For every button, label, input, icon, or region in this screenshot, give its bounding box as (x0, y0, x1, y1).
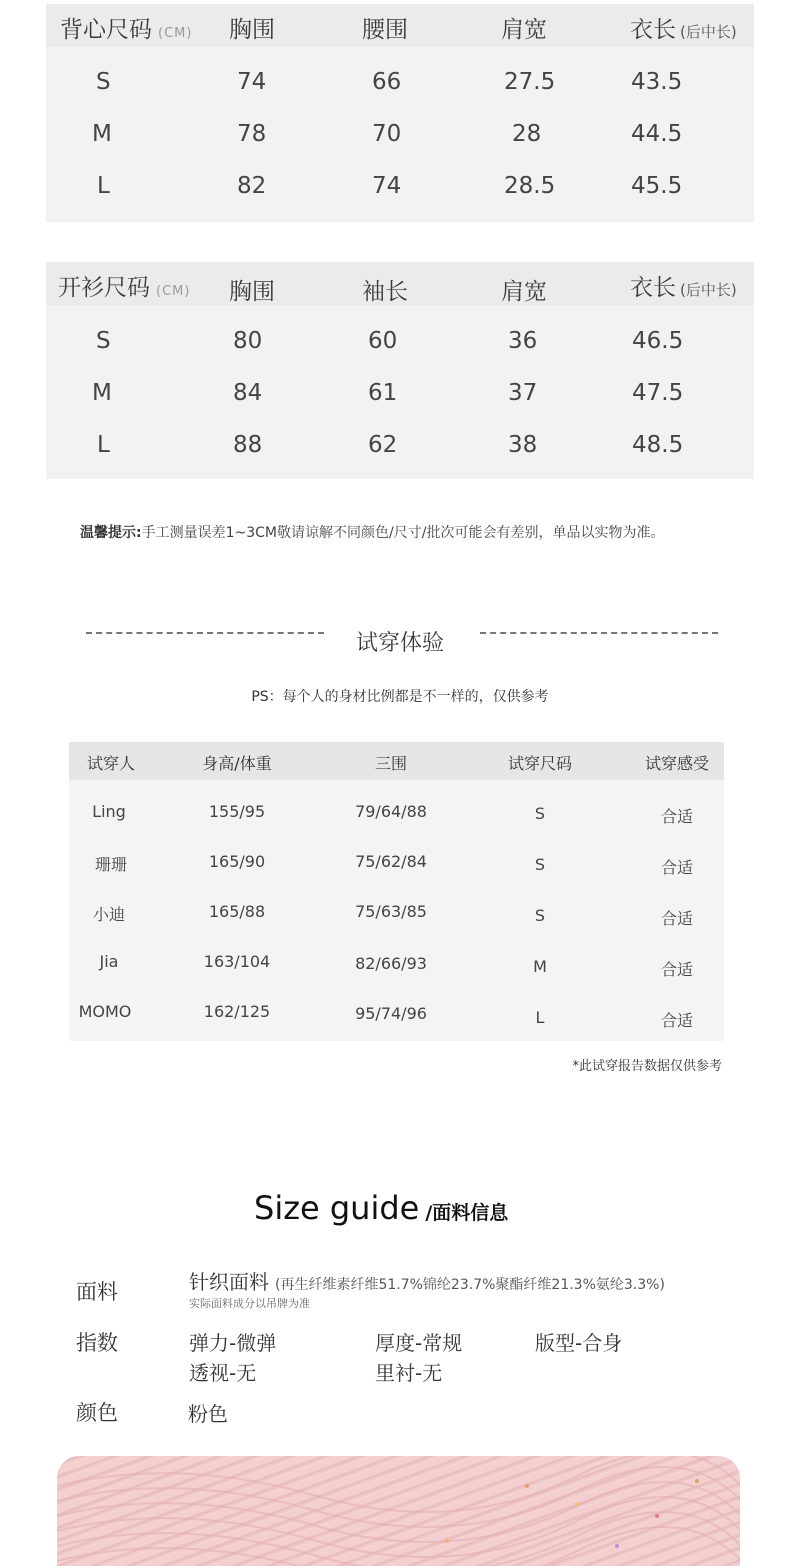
cardigan-table-title: 开衫尺码 (CM) (58, 275, 191, 301)
value-cell: 70 (372, 121, 402, 147)
fabric-value: 针织面料 (再生纤维素纤维51.7%锦纶23.7%聚酯纤维21.3%氨纶3.3%) (189, 1270, 665, 1294)
fabric-info-subheading: /面料信息 (425, 1202, 509, 1224)
color-value: 粉色 (188, 1402, 228, 1426)
fabric-tag-note: 实际面料成分以吊牌为准 (189, 1297, 310, 1310)
tip-text: 手工测量误差1~3CM敬请谅解不同颜色/尺寸/批次可能会有差别，单品以实物为准。 (141, 525, 665, 541)
header-tried-size: 试穿尺码 (507, 754, 573, 773)
value-cell: 44.5 (631, 121, 683, 147)
index-fit: 版型-合身 (535, 1331, 623, 1355)
fabric-label: 面料 (76, 1280, 118, 1304)
header-tester: 试穿人 (86, 754, 136, 773)
cardigan-size-table (46, 262, 754, 479)
tester-name: Jia (99, 952, 119, 971)
value-cell: 28 (512, 121, 542, 147)
feeling: 合适 (660, 858, 694, 877)
header-feeling: 试穿感受 (644, 754, 710, 773)
height-weight: 165/90 (208, 852, 266, 871)
measurements: 95/74/96 (355, 1004, 427, 1023)
tried-size: S (534, 906, 546, 925)
vest-size-table (46, 4, 754, 222)
measurements: 79/64/88 (355, 802, 427, 821)
tryon-disclaimer: *此试穿报告数据仅供参考 (572, 1059, 722, 1074)
unit-label: (CM) (158, 26, 193, 41)
height-weight: 155/95 (208, 802, 266, 821)
value-cell: 88 (233, 432, 263, 458)
tryon-table-header (69, 742, 724, 780)
value-cell: 66 (372, 69, 402, 95)
height-weight: 163/104 (203, 952, 271, 971)
size-cell: S (96, 69, 111, 95)
value-cell: 45.5 (631, 173, 683, 199)
value-cell: 27.5 (504, 69, 556, 95)
value-cell: 82 (237, 173, 267, 199)
tester-name: MOMO (78, 1002, 132, 1021)
size-cell: M (92, 380, 112, 406)
header-chest: 胸围 (229, 279, 275, 305)
size-guide-title (254, 1189, 508, 1227)
tried-size: L (535, 1008, 545, 1027)
value-cell: 36 (508, 328, 538, 354)
tried-size: S (534, 804, 546, 823)
size-cell: S (96, 328, 111, 354)
value-cell: 61 (368, 380, 398, 406)
cardigan-table-header (46, 262, 754, 305)
unit-label: (CM) (156, 284, 191, 299)
index-label: 指数 (76, 1331, 118, 1355)
height-weight: 162/125 (203, 1002, 271, 1021)
tried-size: S (534, 855, 546, 874)
tryon-section-title: 试穿体验 (355, 631, 444, 656)
vest-table-title: 背心尺码 (CM) (60, 17, 193, 43)
measurements: 75/63/85 (355, 902, 427, 921)
fabric-closeup-image (57, 1456, 740, 1566)
fabric-knit-texture (57, 1456, 740, 1566)
value-cell: 37 (508, 380, 538, 406)
vest-table-header (46, 4, 754, 47)
tryon-table (69, 742, 724, 1041)
tester-name: 珊珊 (94, 855, 128, 874)
index-elasticity: 弹力-微弹 (189, 1331, 277, 1355)
header-height-weight: 身高/体重 (202, 754, 272, 773)
size-cell: M (92, 121, 112, 147)
header-chest: 胸围 (229, 17, 275, 43)
feeling: 合适 (660, 909, 694, 928)
tester-name: 小迪 (92, 905, 126, 924)
measurement-tip (80, 522, 664, 542)
index-lining: 里衬-无 (375, 1361, 443, 1385)
value-cell: 78 (237, 121, 267, 147)
header-length: 衣长 (后中长) (630, 275, 737, 301)
tryon-ps-note: PS：每个人的身材比例都是不一样的，仅供参考 (251, 689, 549, 705)
value-cell: 74 (237, 69, 267, 95)
value-cell: 48.5 (632, 432, 684, 458)
header-waist: 腰围 (362, 17, 408, 43)
measurements: 75/62/84 (355, 852, 427, 871)
fabric-composition: (再生纤维素纤维51.7%锦纶23.7%聚酯纤维21.3%氨纶3.3%) (275, 1277, 665, 1293)
value-cell: 74 (372, 173, 402, 199)
header-measurements: 三围 (374, 754, 408, 773)
value-cell: 46.5 (632, 328, 684, 354)
header-shoulder: 肩宽 (501, 17, 547, 43)
color-label: 颜色 (76, 1401, 118, 1425)
value-cell: 38 (508, 432, 538, 458)
tester-name: Ling (92, 802, 126, 821)
size-cell: L (97, 173, 110, 199)
value-cell: 80 (233, 328, 263, 354)
value-cell: 47.5 (632, 380, 684, 406)
index-sheerness: 透视-无 (189, 1361, 257, 1385)
feeling: 合适 (660, 807, 694, 826)
height-weight: 165/88 (208, 902, 266, 921)
measurements: 82/66/93 (355, 954, 427, 973)
size-cell: L (97, 432, 110, 458)
right-dashed-divider (480, 632, 718, 634)
header-length: 衣长 (后中长) (630, 17, 737, 43)
value-cell: 28.5 (504, 173, 556, 199)
value-cell: 43.5 (631, 69, 683, 95)
feeling: 合适 (660, 1011, 694, 1030)
value-cell: 84 (233, 380, 263, 406)
value-cell: 60 (368, 328, 398, 354)
tip-label: 温馨提示: (80, 525, 142, 541)
feeling: 合适 (660, 960, 694, 979)
tried-size: M (533, 957, 547, 976)
header-sleeve: 袖长 (362, 279, 408, 305)
value-cell: 62 (368, 432, 398, 458)
index-thickness: 厚度-常规 (375, 1331, 463, 1355)
header-shoulder: 肩宽 (501, 279, 547, 305)
size-guide-heading: Size guide (254, 1189, 420, 1227)
